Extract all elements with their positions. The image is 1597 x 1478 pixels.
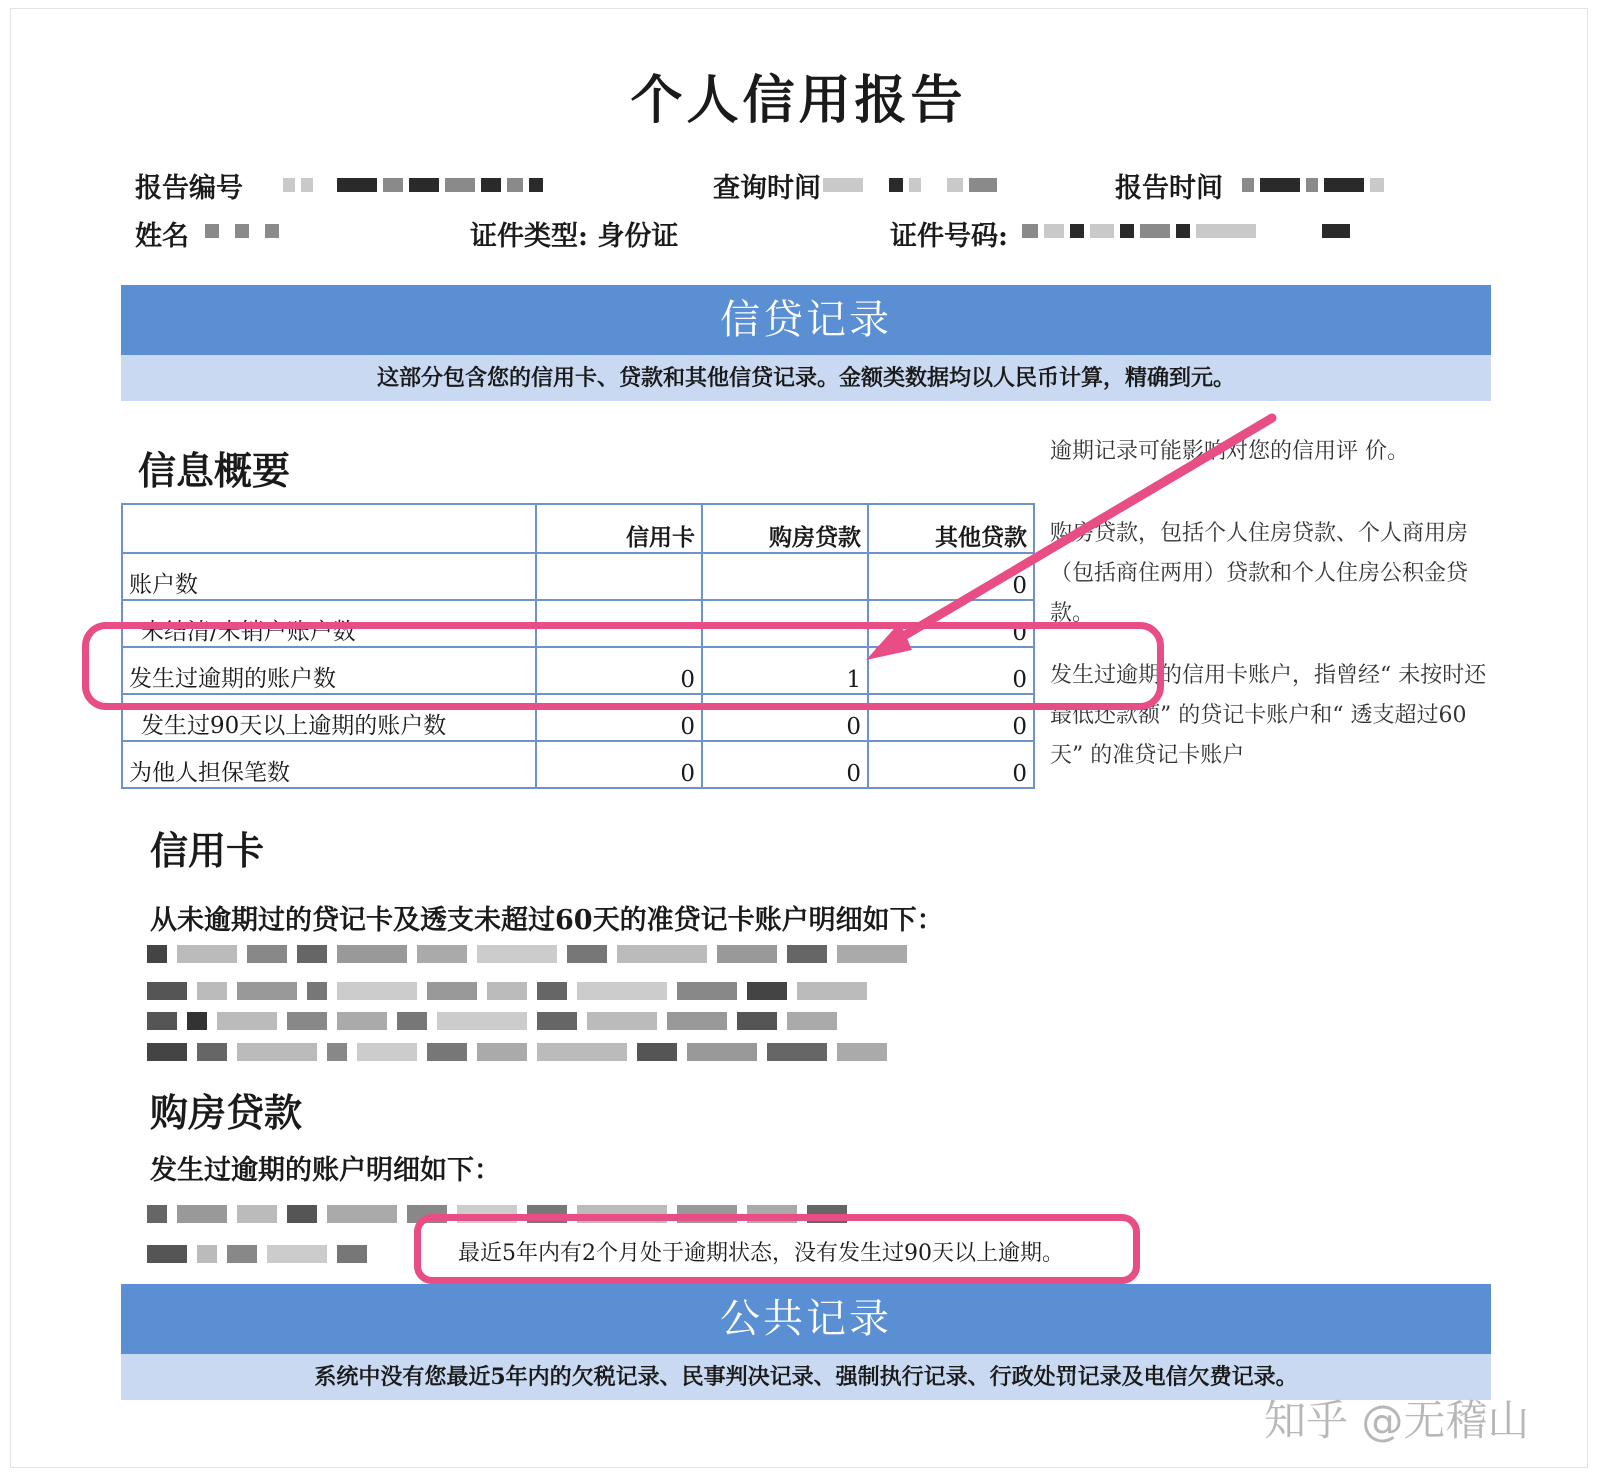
report-time-label: 报告时间	[1115, 173, 1223, 204]
credit-card-intro: 从未逾期过的贷记卡及透支未超过60天的准贷记卡账户明细如下：	[150, 905, 944, 936]
column-header: 其他贷款	[868, 504, 1034, 553]
cell-value: 1	[702, 647, 868, 694]
section-band-credit-subtitle: 这部分包含您的信用卡、贷款和其他信贷记录。金额类数据均以人民币计算，精确到元。	[121, 355, 1491, 401]
redacted-line	[147, 1245, 417, 1263]
side-note-overdue-card-definition: 发生过逾期的信用卡账户，指曾经“ 未按时还最低还款额” 的贷记卡账户和“ 透支超过60天” 的准贷记卡账户	[1050, 663, 1487, 768]
side-note-overdue-impact: 逾期记录可能影响对您的信用评 价。	[1050, 439, 1409, 464]
row-label: 发生过逾期的账户数	[122, 647, 536, 694]
cell-value: 0	[868, 600, 1034, 647]
redacted-line	[147, 1012, 1327, 1030]
cell-value: 0	[868, 694, 1034, 741]
column-header: 购房贷款	[702, 504, 868, 553]
cell-value: 0	[702, 741, 868, 788]
report-no-label: 报告编号	[135, 173, 243, 204]
redacted-line	[147, 945, 1327, 963]
section-band-public-subtitle: 系统中没有您最近5年内的欠税记录、民事判决记录、强制执行记录、行政处罚记录及电信欠费记录。	[121, 1354, 1491, 1400]
side-note-mortgage-definition: 购房贷款，包括个人住房贷款、个人商用房（包括商住两用）贷款和个人住房公积金贷款。	[1050, 521, 1469, 626]
row-label: 为他人担保笔数	[122, 741, 536, 788]
mortgage-intro: 发生过逾期的账户明细如下：	[150, 1155, 501, 1186]
zhihu-watermark: 知乎 @无稽山	[1264, 1396, 1530, 1445]
cell-value: 0	[702, 694, 868, 741]
id-type: 证件类型: 身份证	[470, 221, 679, 252]
row-label: 未结清/未销户账户数	[122, 600, 536, 647]
cell-value: 0	[868, 741, 1034, 788]
report-title: 个人信用报告	[630, 70, 967, 131]
cell-value: 0	[536, 694, 702, 741]
cell-value: 0	[536, 647, 702, 694]
name-label: 姓名	[135, 221, 189, 252]
query-time-label: 查询时间	[713, 173, 821, 204]
redacted-line	[147, 982, 1327, 1000]
section-band-public: 公共记录	[121, 1284, 1491, 1354]
row-label: 发生过90天以上逾期的账户数	[122, 694, 536, 741]
mortgage-heading: 购房贷款	[150, 1090, 303, 1135]
cell-value: 0	[868, 647, 1034, 694]
summary-heading: 信息概要	[138, 448, 291, 493]
section-band-credit: 信贷记录	[121, 285, 1491, 355]
column-header: 信用卡	[536, 504, 702, 553]
row-label: 账户数	[122, 553, 536, 600]
id-no-label: 证件号码:	[890, 221, 1008, 252]
cell-value: 0	[868, 553, 1034, 600]
cell-value: 0	[536, 741, 702, 788]
overdue-status-text: 最近5年内有2个月处于逾期状态，没有发生过90天以上逾期。	[458, 1241, 1064, 1266]
redacted-line	[147, 1043, 1327, 1061]
credit-card-heading: 信用卡	[150, 828, 265, 873]
